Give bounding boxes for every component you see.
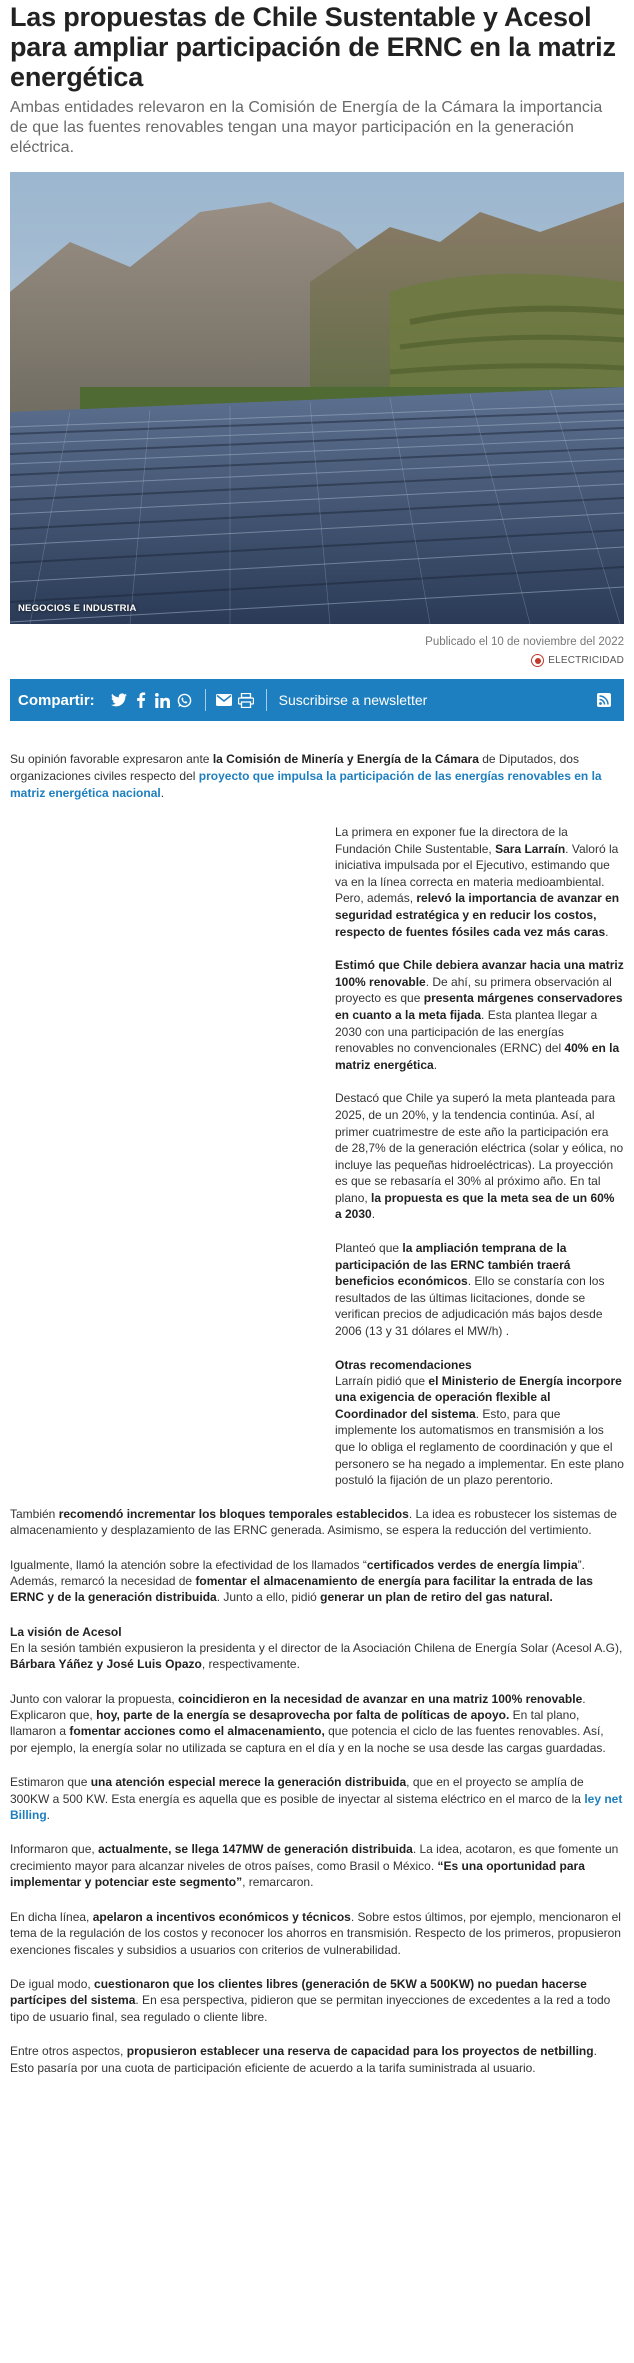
email-icon[interactable]	[214, 690, 234, 710]
print-icon[interactable]	[236, 690, 256, 710]
article-title: Las propuestas de Chile Sustentable y Acesol para ampliar participación de ERNC en la matriz energética	[10, 2, 616, 92]
article-subtitle: Ambas entidades relevaron en la Comisión de Energía de la Cámara la importancia de que las fuentes renovables tengan una mayor participación en la generación eléctrica.	[10, 99, 603, 156]
paragraph: Destacó que Chile ya superó la meta planteada para 2025, de un 20%, y la tendencia continúa. Así, al primer cuatrimestre de este año la participación era de 28,7% de la generación eléctrica (solar y eólica, no incluye las pequeñas hidroeléctricas). La proyección es que se rebasaría el 30% al próximo año. En tal plano, la propuesta es que la meta sea de un 60% a 2030.	[335, 1091, 624, 1222]
facebook-icon[interactable]	[131, 690, 151, 710]
share-label: Compartir:	[18, 691, 95, 709]
paragraph: En la sesión también expusieron la presidenta y el director de la Asociación Chilena de Energía Solar (Acesol A.G), Bárbara Yáñez y José Luis Opazo, respectivamente.	[10, 1640, 623, 1672]
paragraph: De igual modo, cuestionaron que los clientes libres (generación de 5KW a 500KW) no puedan hacerse partícipes del sistema. En esa perspectiva, pidieron que se permitan inyecciones de excedentes a la red a todo tipo de usuario final, sea regulado o cliente libre.	[10, 1976, 611, 2024]
side-column	[335, 824, 624, 1489]
hero-image	[10, 172, 624, 624]
paragraph: La primera en exponer fue la directora de la Fundación Chile Sustentable, Sara Larraín. Valoró la iniciativa impulsada por el Ejecutivo, estimando que va en la línea correcta en materia medioambiental. Pero, además, relevó la importancia de avanzar en seguridad estratégica y en reducir los costos, respecto de fuentes fósiles cada vez más caras.	[335, 825, 620, 939]
paragraph: Junto con valorar la propuesta, coincidieron en la necesidad de avanzar en una matriz 100% renovable. Explicaron que, hoy, parte de la energía se desaprovecha por falta de políticas de apoyo. En tal plano, llamaron a fomentar acciones como el almacenamiento, que potencia el ciclo de las fuentes renovables. Así, por ejemplo, la energía solar no utilizada se captura en el día y en la noche se usa desde las cargas guardadas.	[10, 1691, 606, 1755]
paragraph: Igualmente, llamó la atención sobre la efectividad de los llamados “certificados verdes de energía limpia”. Además, remarcó la necesidad de fomentar el almacenamiento de energía para facilitar la entrada de las ERNC y de la generación distribuida. Junto a ello, pidió generar un plan de retiro del gas natural.	[10, 1557, 593, 1605]
twitter-icon[interactable]	[109, 690, 129, 710]
category-dot-icon	[531, 654, 544, 667]
category-tag[interactable]	[10, 654, 624, 667]
lead-paragraph: Su opinión favorable expresaron ante la Comisión de Minería y Energía de la Cámara de Diputados, dos organizaciones civiles respecto del proyecto que impulsa la participación de las energías renovables en la matriz energética nacional.	[10, 752, 602, 800]
paragraph: Informaron que, actualmente, se llega 147MW de generación distribuida. La idea, acotaron, es que fomente un crecimiento mayor para alcanzar niveles de otros países, como Brasil o México. “Es una oportunidad para implementar y potenciar este segmento”, remarcaron.	[10, 1842, 619, 1890]
paragraph: Estimaron que una atención especial merece la generación distribuida, que en el proyecto se amplía de 300KW a 500 KW. Esta energía es aquella que es posible de inyectar al sistema eléctrico en el marco de la ley net Billing.	[10, 1775, 623, 1823]
share-divider	[205, 689, 206, 711]
publish-date: Publicado el 10 de noviembre del 2022	[425, 636, 624, 648]
paragraph: Planteó que la ampliación temprana de la participación de las ERNC también traerá beneficios económicos. Ello se constaría con los resultados de las últimas licitaciones, donde se verifican precios de adjudicación más bajos desde 2006 (13 y 31 dólares el MW/h) .	[335, 1241, 605, 1339]
paragraph: En dicha línea, apelaron a incentivos económicos y técnicos. Sobre estos últimos, por ejemplo, mencionaron el tema de la regulación de los costos y reconocer los ahorros en transmisión. Respecto de los primeros, propusieron exenciones fiscales y subsidios a usuarios con criterios de vulnerabilidad.	[10, 1909, 621, 1957]
article-body	[10, 1506, 624, 2076]
whatsapp-icon[interactable]	[175, 690, 195, 710]
solar-farm-photo	[10, 172, 624, 624]
paragraph: También recomendó incrementar los bloques temporales establecidos. La idea es robustecer los sistemas de almacenamiento y desplazamiento de las ERNC generada. Asimismo, se espera la reducción del vertimiento.	[10, 1506, 617, 1538]
paragraph: Entre otros aspectos, propusieron establecer una reserva de capacidad para los proyectos de netbilling. Esto pasaría por una cuota de participación eficiente de acuerdo a la tarifa suministrada al usuario.	[10, 2044, 597, 2075]
project-link[interactable]: proyecto que impulsa la participación de las energías renovables en la matriz energética nacional	[10, 769, 602, 800]
section-heading: La visión de Acesol	[10, 1624, 122, 1639]
share-bar	[10, 679, 624, 721]
share-divider	[266, 689, 267, 711]
section-heading: Otras recomendaciones	[335, 1357, 472, 1372]
linkedin-icon[interactable]	[153, 690, 173, 710]
rss-icon[interactable]	[594, 690, 614, 710]
category-label: ELECTRICIDAD	[548, 655, 624, 666]
newsletter-link[interactable]: Suscribirse a newsletter	[278, 692, 428, 708]
paragraph: Larraín pidió que el Ministerio de Energía incorpore una exigencia de operación flexible al Coordinador del sistema. Esto, para que implemente los automatismos en transmisión a los que lo obliga el reglamento de coordinación y que el personero se ha negado a implementar. En este plano postuló la fijación de un plazo perentorio.	[335, 1373, 624, 1488]
net-billing-link[interactable]: ley net Billing	[10, 1791, 623, 1823]
image-caption: NEGOCIOS E INDUSTRIA	[18, 603, 137, 614]
paragraph: Estimó que Chile debiera avanzar hacia una matriz 100% renovable. De ahí, su primera observación al proyecto es que presenta márgenes conservadores en cuanto a la meta fijada. Esta plantea llegar a 2030 con una participación de las energías renovables no convencionales (ERNC) del 40% en la matriz energética.	[335, 958, 624, 1072]
